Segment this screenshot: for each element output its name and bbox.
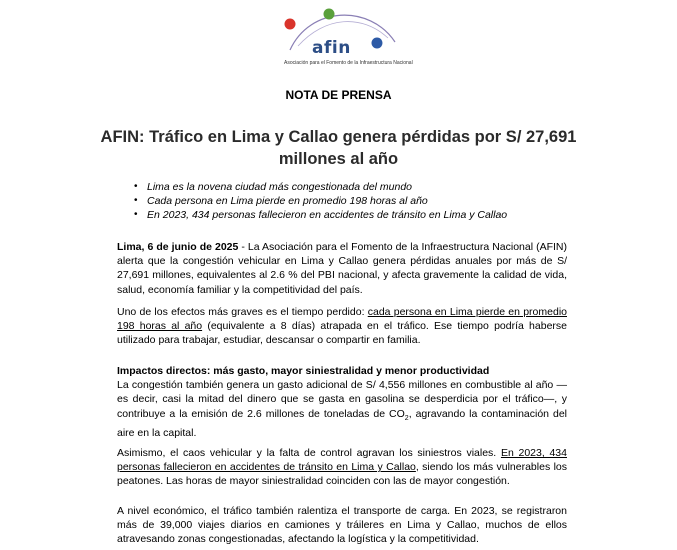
logo-blue-dot <box>372 38 383 49</box>
logo-green-dot <box>324 9 335 20</box>
page-title <box>100 126 577 170</box>
list-item: • Lima es la novena ciudad más congestionada del mundo <box>134 181 413 193</box>
bullet-icon: • <box>134 195 138 206</box>
section-heading: Impactos directos: más gasto, mayor siniestralidad y menor productividad <box>117 365 490 377</box>
paragraph-accidents: Asimismo, el caos vehicular y la falta de control agravan los siniestros viales. En 2023, 434 personas fallecieron en accidentes de tránsito en Lima y Callao, siendo los más vulnerables los peatones. Las horas de mayor siniestralidad coinciden con las de mayor congestión. <box>117 447 567 488</box>
list-item: • En 2023, 434 personas fallecieron en accidentes de tránsito en Lima y Callao <box>134 209 508 221</box>
underlined-fact-hours: cada persona en Lima pierde en promedio 198 horas al año <box>117 306 567 333</box>
highlights-list <box>134 180 508 222</box>
afin-logo <box>270 2 420 70</box>
title-line-2: millones al año <box>278 150 399 168</box>
paragraph-freight: A nivel económico, el tráfico también ralentiza el transporte de carga. En 2023, se registraron más de 39,000 viajes diarios en camiones y tráileres en Lima y Callao, muchos de ellos atravesando zonas congestionadas, afectando la logística y la competitividad. <box>117 505 567 546</box>
title-line-1: AFIN: Tráfico en Lima y Callao genera pérdidas por S/ 27,691 <box>100 128 577 146</box>
paragraph-time-lost: Uno de los efectos más graves es el tiempo perdido: cada persona en Lima pierde en promedio 198 horas al año (equivalente a 8 días) atrapada en el tráfico. Ese tiempo podría haberse utilizado para trabajar, estudiar, descansar o compartir en familia. <box>117 306 567 347</box>
bullet-icon: • <box>134 181 138 192</box>
paragraph-intro: Lima, 6 de junio de 2025 - La Asociación para el Fomento de la Infraestructura Nacional (AFIN) alerta que la congestión vehicular en Lima y Callao genera pérdidas anuales por más de S/ 27,691 millones, equivalentes al 2.6 % del PBI nacional, y afecta gravemente la calidad de vida, salud, economía familiar y la competitividad del país. <box>117 241 567 296</box>
logo-red-dot <box>285 19 296 30</box>
dateline: Lima, 6 de junio de 2025 <box>117 241 239 253</box>
press-release-label: NOTA DE PRENSA <box>285 88 392 102</box>
underlined-fact-deaths: En 2023, 434 personas fallecieron en accidentes de tránsito en Lima y Callao <box>117 447 567 474</box>
paragraph-impacts: Impactos directos: más gasto, mayor siniestralidad y menor productividad La congestión también genera un gasto adicional de S/ 4,556 millones en combustible al año —es decir, casi la mitad del dinero que se gasta en gasolina se desperdicia por el tráfico—, y contribuye a la emisión de 2.6 millones de toneladas de $CO_2$, agravando la contaminación del aire en la capital. <box>117 365 567 439</box>
logo-tagline: Asociación para el Fomento de la Infraestructura Nacional <box>284 60 413 66</box>
logo-wordmark: afin <box>312 38 351 58</box>
bullet-icon: • <box>134 209 138 220</box>
list-item: • Cada persona en Lima pierde en promedio 198 horas al año <box>134 195 428 207</box>
